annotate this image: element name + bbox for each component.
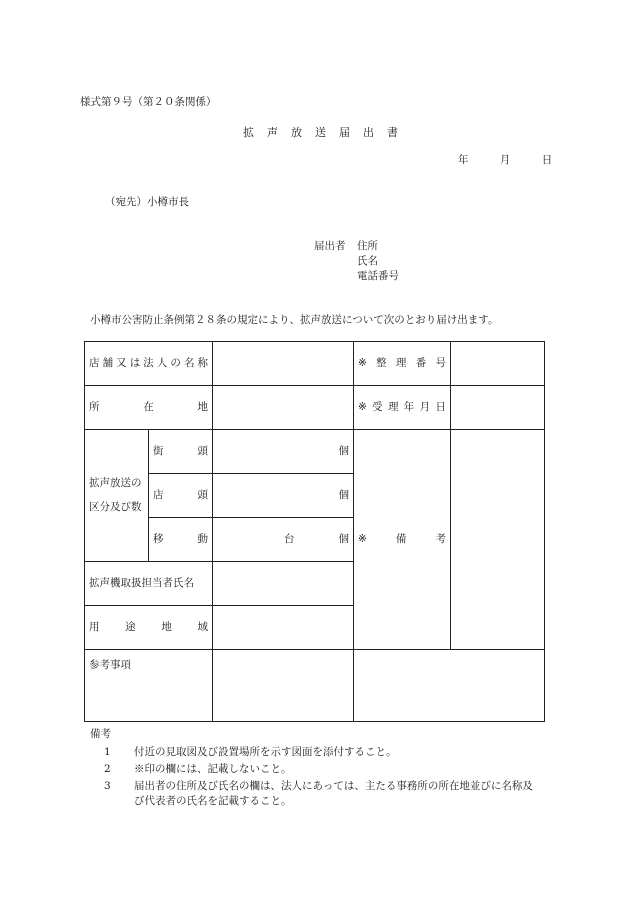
- reference-field[interactable]: [213, 650, 354, 722]
- street-count-unit: 個: [338, 445, 349, 458]
- reg-number-label-cell: [354, 342, 451, 386]
- note-text: 付近の見取図及び設置場所を示す図面を添付すること。: [134, 746, 397, 758]
- reg-number-label: ※ 整 理 番 号: [358, 357, 446, 370]
- reference-label-cell: [85, 650, 213, 722]
- submitter-name-label: 氏名: [357, 255, 378, 267]
- store-name-field[interactable]: [213, 342, 354, 386]
- mobile-count-unit: 個: [338, 533, 349, 546]
- category-label-cell: [85, 430, 149, 562]
- operator-label-cell: [85, 562, 213, 606]
- note-text: 届出者の住所及び氏名の欄は、法人にあっては、主たる事務所の所在地並びに名称及び代表者の氏名を記載すること。: [134, 780, 533, 807]
- store-name-label-cell: [85, 342, 213, 386]
- date-line: [458, 155, 552, 166]
- note-number: 1: [104, 746, 111, 758]
- location-field[interactable]: [213, 386, 354, 430]
- category-label-line1: 拡声放送の: [89, 477, 142, 490]
- remarks-label-cell: [354, 430, 451, 650]
- date-month: 月: [499, 154, 511, 166]
- operator-field[interactable]: [213, 562, 354, 606]
- note-text: ※印の欄には、記載しないこと。: [134, 763, 292, 776]
- receipt-date-field: [451, 386, 545, 430]
- shop-count-field[interactable]: [213, 474, 354, 518]
- date-day: 日: [541, 154, 553, 166]
- remarks-field: [451, 430, 545, 650]
- location-label: 所 在 地: [89, 401, 208, 414]
- note-number: 2: [104, 763, 111, 776]
- category-label-line2: 区分及び数: [89, 500, 142, 513]
- receipt-date-label-cell: [354, 386, 451, 430]
- remarks-label: ※ 備 考: [358, 533, 446, 546]
- reg-number-field: [451, 342, 545, 386]
- notes-section: [90, 726, 540, 811]
- mobile-label-cell: [149, 518, 213, 562]
- street-label-cell: [149, 430, 213, 474]
- date-year: 年: [458, 154, 469, 166]
- notes-heading: 備考: [90, 728, 111, 740]
- store-name-label: 店 舗 又 は 法 人 の 名 称: [89, 357, 208, 370]
- mobile-count-field[interactable]: [213, 518, 354, 562]
- zone-label-cell: [85, 606, 213, 650]
- submitter-label: 届出者: [314, 240, 346, 252]
- note-item: [90, 745, 540, 759]
- note-item: [90, 779, 540, 807]
- reference-label: 参考事項: [89, 659, 131, 671]
- page-title: 拡声放送届出書: [243, 126, 411, 139]
- operator-label: 拡声機取扱担当者氏名: [89, 577, 194, 590]
- shop-label: 店 頭: [153, 489, 208, 502]
- street-count-field[interactable]: [213, 430, 354, 474]
- note-item: [90, 762, 540, 776]
- intro-text: 小樽市公害防止条例第２８条の規定により、拡声放送について次のとおり届け出ます。: [90, 314, 499, 326]
- location-label-cell: [85, 386, 213, 430]
- note-number: 3: [104, 780, 111, 793]
- remarks-bottom-cell: [354, 650, 545, 722]
- shop-label-cell: [149, 474, 213, 518]
- notification-form-table: [84, 341, 545, 722]
- receipt-date-label: ※ 受 理 年 月 日: [358, 401, 446, 414]
- street-label: 街 頭: [153, 445, 208, 458]
- zone-label: 用 途 地 域: [89, 621, 208, 634]
- shop-count-unit: 個: [338, 489, 349, 502]
- mobile-label: 移 動: [153, 533, 208, 546]
- addressee: （宛先）小樽市長: [105, 196, 189, 208]
- submitter-phone-label: 電話番号: [357, 270, 399, 282]
- submitter-address-label: 住所: [357, 240, 378, 252]
- mobile-vehicle-unit: 台: [284, 533, 295, 546]
- form-number: 様式第９号（第２０条関係）: [80, 96, 217, 108]
- zone-field[interactable]: [213, 606, 354, 650]
